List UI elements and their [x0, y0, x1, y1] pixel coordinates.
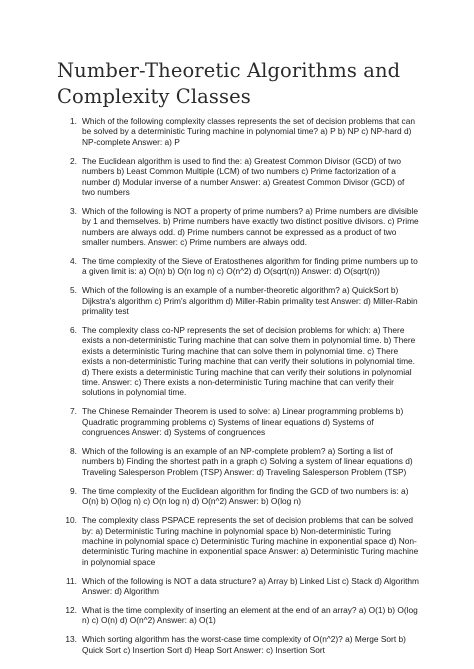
question-item — [57, 156, 419, 198]
question-text: The Chinese Remainder Theorem is used to solve: a) Linear programming problems b) Quadratic programming problems c) Systems of linear equations d) Systems of congruences Answer: d) Systems of congruences — [82, 406, 404, 438]
question-text: Which of the following is NOT a property of prime numbers? a) Prime numbers are divisible by 1 and themselves. b) Prime numbers have exactly two distinct positive divisors. c) Prime numbers are always odd. d) Prime numbers cannot be expressed as a product of two smaller numbers. Answer: c) Prime numbers are always odd. — [82, 205, 419, 248]
question-number: 11. — [66, 575, 77, 586]
question-text: The time complexity of the Euclidean algorithm for finding the GCD of two numbers is: a) O(n) b) O(log n) c) O(n log n) d) O(n^2) Answer: b) O(log n) — [82, 485, 409, 507]
question-item — [57, 634, 419, 655]
question-number: 6. — [70, 325, 77, 335]
question-text: Which of the following is an example of a number-theoretic algorithm? a) QuickSort b) Dijkstra's algorithm c) Prim's algorithm d) Miller-Rabin primality test Answer: d) Miller-Rabin primality test — [82, 285, 418, 317]
question-text: Which sorting algorithm has the worst-case time complexity of O(n^2)? a) Merge Sort b) Quick Sort c) Insertion Sort d) Heap Sort Answer: c) Insertion Sort — [82, 634, 406, 655]
question-number: 4. — [70, 255, 77, 266]
question-text: Which of the following is an example of an NP-complete problem? a) Sorting a list of numbers b) Finding the shortest path in a graph c) Solving a system of linear equations d) Traveling Salesperson Problem (TSP) Answer: d) Traveling Salesperson Problem (TSP) — [82, 446, 413, 477]
question-item — [57, 256, 419, 277]
question-number: 3. — [70, 205, 77, 216]
question-item — [57, 486, 419, 507]
question-text: The time complexity of the Sieve of Eratosthenes algorithm for finding prime numbers up to a given limit is: a) O(n) b) O(n log n) c) O(n^2) d) O(sqrt(n)) Answer: d) O(sqrt(n)) — [82, 255, 418, 277]
question-number: 13. — [65, 634, 77, 645]
question-number: 5. — [70, 285, 77, 296]
question-item — [57, 325, 419, 398]
question-number: 9. — [70, 485, 77, 496]
question-item — [57, 406, 419, 437]
question-text: Which of the following complexity classes represents the set of decision problems that can be solved by a deterministic Turing machine in polynomial time? a) P b) NP c) NP-hard d) NP-complete Answer: a) P — [82, 116, 415, 147]
question-number: 2. — [70, 155, 77, 166]
question-list — [57, 116, 419, 664]
question-number: 1. — [70, 116, 77, 126]
question-item — [57, 206, 419, 248]
question-item — [57, 446, 419, 477]
question-number: 10. — [65, 515, 77, 526]
question-text: Which of the following is NOT a data structure? a) Array b) Linked List c) Stack d) Algorithm Answer: d) Algorithm — [82, 575, 419, 597]
question-number: 8. — [70, 446, 77, 457]
question-item — [57, 515, 419, 567]
question-text: The Euclidean algorithm is used to find the: a) Greatest Common Divisor (GCD) of two numbers b) Least Common Multiple (LCM) of two numbers c) Prime factorization of a number d) Modular inverse of a number Answer: a) Greatest Common Divisor (GCD) of two numbers — [82, 155, 405, 197]
question-number: 7. — [70, 406, 77, 417]
document-title: Number-Theoretic Algorithms and Complexity Classes — [57, 59, 401, 108]
question-text: The complexity class PSPACE represents the set of decision problems that can be solved by: a) Deterministic Turing machine in polynomial space b) Non-deterministic Turing machine in polynomial space c) Deterministic Turing machine in exponential space d) Non-deterministic Turing machine in exponential space Answer: a) Deterministic Turing machine in polynomial space — [82, 515, 419, 567]
question-text: The complexity class co-NP represents the set of decision problems for which: a) There exists a non-deterministic Turing machine that can solve them in polynomial time. b) There exists a deterministic Turing machine that can solve them in polynomial time. c) There exists a non-deterministic Turing machine that can verify their solutions in polynomial time. d) There exists a deterministic Turing machine that can verify their solutions in polynomial time. Answer: c) There exists a non-deterministic Turing machine that can verify their solutions in polynomial time. — [82, 325, 416, 398]
question-item — [57, 285, 419, 316]
question-item — [57, 605, 419, 626]
question-text: What is the time complexity of inserting an element at the end of an array? a) O(1) b) O(log n) c) O(n) d) O(n^2) Answer: a) O(1) — [82, 604, 418, 626]
question-number: 12. — [65, 604, 77, 615]
question-item — [57, 116, 419, 147]
question-item — [57, 576, 419, 597]
